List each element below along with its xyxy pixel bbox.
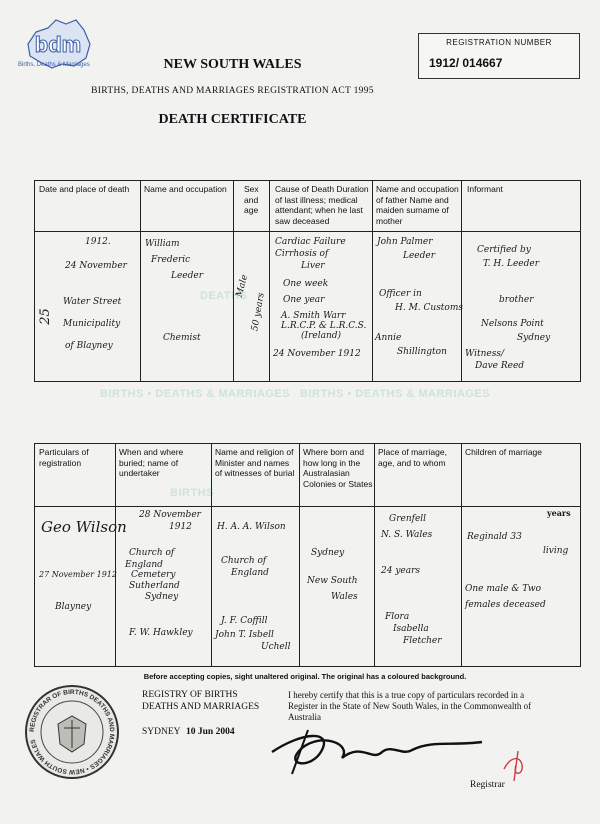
minister-religion-1: Church of xyxy=(221,556,267,566)
certification-text: I hereby certify that this is a true copy of particulars recorded in a Register in the State of New South Wales, in the Commonwealth of Australia xyxy=(288,690,532,722)
informant-certified: Certified by xyxy=(477,245,531,255)
registry-line-2: DEATHS AND MARRIAGES xyxy=(142,702,260,712)
registration-details-table xyxy=(34,443,581,667)
last-seen-date: 24 November 1912 xyxy=(273,349,361,359)
registrar-signature-mark xyxy=(262,722,492,776)
registration-place: Blayney xyxy=(55,602,92,612)
spouse-name-1: Flora xyxy=(385,612,410,622)
child-living-status: living xyxy=(543,546,569,556)
header-parents: Name and occupation of father Name and maiden surname of mother xyxy=(376,184,459,226)
header-marriage: Place of marriage, age, and to whom xyxy=(378,447,447,468)
registrar-label: Registrar xyxy=(470,780,505,790)
cause-line-2: Cirrhosis of xyxy=(275,249,329,259)
header-children: Children of marriage xyxy=(465,447,543,457)
document-title: DEATH CERTIFICATE xyxy=(158,112,307,127)
header-birthplace: Where born and how long in the Australasian Colonies or States xyxy=(303,447,373,489)
header-informant: Informant xyxy=(467,184,503,194)
minister-religion-2: England xyxy=(231,568,269,578)
header-name-occupation: Name and occupation xyxy=(144,184,227,194)
watermark-births: BIRTHS xyxy=(170,487,214,499)
header-minister: Name and religion of Minister and names of witnesses of burial xyxy=(215,447,295,478)
burial-place-2: England xyxy=(125,560,163,570)
father-occupation-1: Officer in xyxy=(379,289,422,299)
registration-label: REGISTRATION NUMBER xyxy=(446,38,552,47)
attendant-name: A. Smith Warr xyxy=(281,311,346,321)
header-date-place: Date and place of death xyxy=(39,184,130,194)
death-date: 24 November xyxy=(65,261,127,271)
registration-box xyxy=(418,33,580,79)
watermark-bdm-1: BIRTHS • DEATHS & MARRIAGES xyxy=(100,388,291,400)
seal-text: REGISTRAR OF BIRTHS DEATHS AND MARRIAGES • NEW SOUTH WALES xyxy=(28,688,116,776)
informant-address-1: Nelsons Point xyxy=(481,319,544,329)
death-details-table xyxy=(34,180,581,382)
logo-letters: bdm xyxy=(34,32,82,57)
attendant-quals: L.R.C.P. & L.R.C.S. xyxy=(281,321,367,331)
registry-line-1: REGISTRY OF BIRTHS xyxy=(142,690,238,700)
children-deceased-2: females deceased xyxy=(465,600,546,610)
minister-name: H. A. A. Wilson xyxy=(217,522,286,532)
registry-seal xyxy=(24,684,120,780)
act-title: BIRTHS, DEATHS AND MARRIAGES REGISTRATION ACT 1995 xyxy=(91,86,374,96)
death-municipality: Municipality xyxy=(63,319,121,329)
cause-line-1: Cardiac Failure xyxy=(275,237,346,247)
death-year: 1912. xyxy=(85,237,111,247)
birthplace-3: Wales xyxy=(331,592,358,602)
header-sex-age: Sex and age xyxy=(244,184,259,215)
entry-number: 25 xyxy=(37,308,53,325)
registration-value: 1912/ 014667 xyxy=(429,56,503,70)
marriage-place-1: Grenfell xyxy=(389,514,427,524)
spouse-name-2: Isabella xyxy=(393,624,429,634)
informant-address-2: Sydney xyxy=(517,333,551,343)
witness-1: J. F. Coffill xyxy=(221,616,268,626)
undertaker: F. W. Hawkley xyxy=(129,628,193,638)
burial-place-4: Sutherland xyxy=(129,581,180,591)
header-burial: When and where buried; name of undertaker xyxy=(119,447,184,478)
state-title: NEW SOUTH WALES xyxy=(163,57,302,72)
father-name: John Palmer xyxy=(377,237,433,247)
illness-duration-2: One year xyxy=(283,295,325,305)
header-cause: Cause of Death Duration of last illness; medical attendant; when he last saw deceased xyxy=(275,184,369,226)
red-stamp-mark xyxy=(496,745,536,785)
deceased-given-name: William xyxy=(145,239,180,249)
witness-2: John T. Isbell xyxy=(215,630,274,640)
header-registration: Particulars of registration xyxy=(39,447,89,468)
deceased-sex: Male xyxy=(234,273,251,299)
deceased-age: 50 years xyxy=(250,291,267,333)
registrar-signature: Geo Wilson xyxy=(41,518,127,536)
father-surname: Leeder xyxy=(403,251,436,261)
marriage-place-2: N. S. Wales xyxy=(381,530,433,540)
burial-place-3: Cemetery xyxy=(131,570,176,580)
registration-date: 27 November 1912 xyxy=(39,570,117,579)
children-years-label: years xyxy=(547,508,571,518)
mother-surname: Shillington xyxy=(397,347,447,357)
burial-place-5: Sydney xyxy=(145,592,179,602)
deceased-occupation: Chemist xyxy=(163,333,201,343)
children-deceased-1: One male & Two xyxy=(465,584,542,594)
attendant-place: (Ireland) xyxy=(301,331,342,341)
warning-note: Before accepting copies, sight unaltered original. The original has a coloured background. xyxy=(143,672,467,681)
witness-label: Witness/ xyxy=(465,349,504,359)
witness-2-signature: Uchell xyxy=(261,642,291,652)
burial-date: 28 November xyxy=(139,510,201,520)
mother-name: Annie xyxy=(375,333,402,343)
death-town: of Blayney xyxy=(65,341,113,351)
witness-name: Dave Reed xyxy=(475,361,525,371)
informant-relation: brother xyxy=(499,295,534,305)
burial-place-1: Church of xyxy=(129,548,175,558)
child-living: Reginald 33 xyxy=(467,532,522,542)
issue-date: 10 Jun 2004 xyxy=(186,727,235,737)
illness-duration-1: One week xyxy=(283,279,329,289)
father-occupation-2: H. M. Customs xyxy=(395,303,463,313)
spouse-surname: Fletcher xyxy=(403,636,442,646)
marriage-age: 24 years xyxy=(381,566,421,576)
informant-name: T. H. Leeder xyxy=(483,259,539,269)
birthplace-2: New South xyxy=(307,576,358,586)
watermark-deaths: DEATHS xyxy=(200,290,248,302)
deceased-middle-name: Frederic xyxy=(151,255,191,265)
issue-place: SYDNEY xyxy=(142,727,181,737)
birthplace-1: Sydney xyxy=(311,548,345,558)
registry-name xyxy=(142,689,259,713)
burial-year: 1912 xyxy=(169,522,192,532)
deceased-surname: Leeder xyxy=(171,271,204,281)
death-street: Water Street xyxy=(63,297,122,307)
watermark-bdm-2: BIRTHS • DEATHS & MARRIAGES xyxy=(300,388,491,400)
logo-caption: Births, Deaths & Marriages xyxy=(18,62,90,68)
cause-line-3: Liver xyxy=(301,261,325,271)
